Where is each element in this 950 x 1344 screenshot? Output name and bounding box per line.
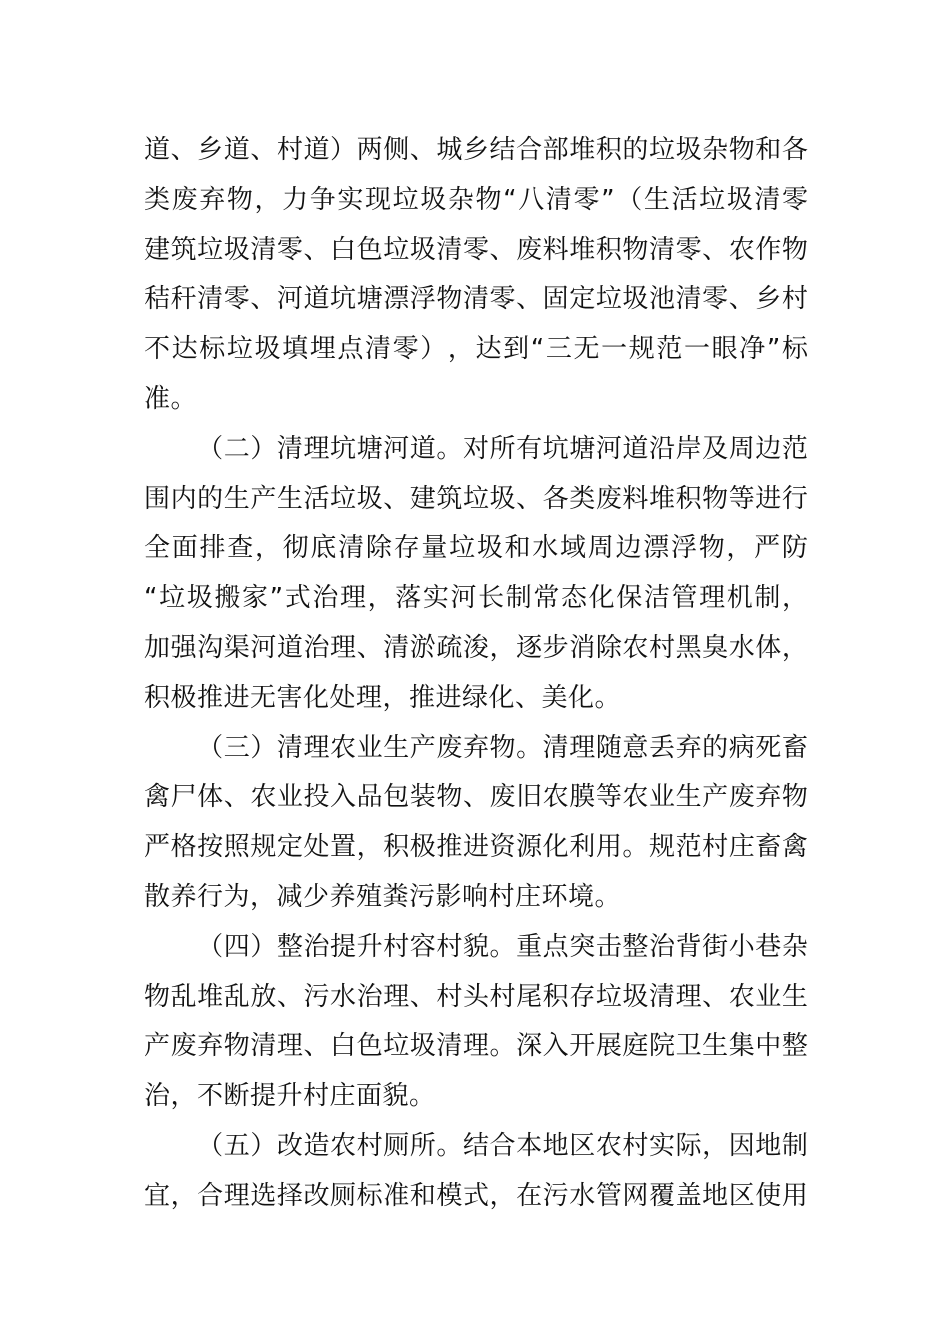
text-line: 不 达 标 垃 圾 填 埋 点 清 零 ） ， 达 到 “ 三 无 一 规 范 一 眼 净 ” 标	[144, 334, 808, 365]
paragraph-heading-line: （ 四 ） 整 治 提 升 村 容 村 貌 。 重 点 突 击 整 治 背 街 小 巷 杂	[197, 931, 808, 962]
text-line: 产 废 弃 物 清 理 、 白 色 垃 圾 清 理 。 深 入 开 展 庭 院 卫 生 集 中 整	[144, 1031, 808, 1062]
paragraph-heading-line: （ 三 ） 清 理 农 业 生 产 废 弃 物 。 清 理 随 意 丢 弃 的 病 死 畜	[197, 732, 808, 763]
text-line: 秸 秆 清 零 、 河 道 坑 塘 漂 浮 物 清 零 、 固 定 垃 圾 池 清 零 、 乡 村	[144, 284, 808, 315]
paragraph-heading-line: （ 五 ） 改 造 农 村 厕 所 。 结 合 本 地 区 农 村 实 际 ， 因 地 制	[197, 1130, 808, 1161]
paragraph-heading-line: （ 二 ） 清 理 坑 塘 河 道 。 对 所 有 坑 塘 河 道 沿 岸 及 周 边 范	[197, 433, 808, 464]
text-line: 全 面 排 查 ， 彻 底 清 除 存 量 垃 圾 和 水 域 周 边 漂 浮 物 ， 严 防	[144, 533, 808, 564]
text-line: 积极推进无害化处理，推进绿化、美化。	[144, 682, 622, 713]
text-line: 道 、 乡 道 、 村 道 ） 两 侧 、 城 乡 结 合 部 堆 积 的 垃 圾 杂 物 和 各	[144, 135, 808, 165]
text-line: 散养行为，减少养殖粪污影响村庄环境。	[144, 881, 622, 912]
text-line: 宜 ， 合 理 选 择 改 厕 标 准 和 模 式 ， 在 污 水 管 网 覆 盖 地 区 使 用	[144, 1180, 808, 1211]
text-line: 围 内 的 生 产 生 活 垃 圾 、 建 筑 垃 圾 、 各 类 废 料 堆 积 物 等 进 行	[144, 483, 808, 514]
text-line: 加 强 沟 渠 河 道 治 理 、 清 淤 疏 浚 ， 逐 步 消 除 农 村 黑 臭 水 体 ，	[144, 632, 808, 663]
text-line: 严 格 按 照 规 定 处 置 ， 积 极 推 进 资 源 化 利 用 。 规 范 村 庄 畜 禽	[144, 832, 808, 863]
text-line: 治，不断提升村庄面貌。	[144, 1081, 436, 1112]
body-text	[144, 126, 808, 1222]
text-line: 禽 尸 体 、 农 业 投 入 品 包 装 物 、 废 旧 农 膜 等 农 业 生 产 废 弃 物	[144, 782, 808, 813]
text-line: “ 垃 圾 搬 家 ” 式 治 理 ， 落 实 河 长 制 常 态 化 保 洁 管 理 机 制 ，	[144, 583, 808, 614]
text-line: 建 筑 垃 圾 清 零 、 白 色 垃 圾 清 零 、 废 料 堆 积 物 清 零 、 农 作 物	[144, 234, 808, 265]
text-line: 物 乱 堆 乱 放 、 污 水 治 理 、 村 头 村 尾 积 存 垃 圾 清 理 、 农 业 生	[144, 981, 808, 1012]
text-line: 类 废 弃 物 ， 力 争 实 现 垃 圾 杂 物 “ 八 清 零 ” （ 生 活 垃 圾 清 零	[144, 184, 808, 215]
text-line: 准。	[144, 383, 198, 414]
